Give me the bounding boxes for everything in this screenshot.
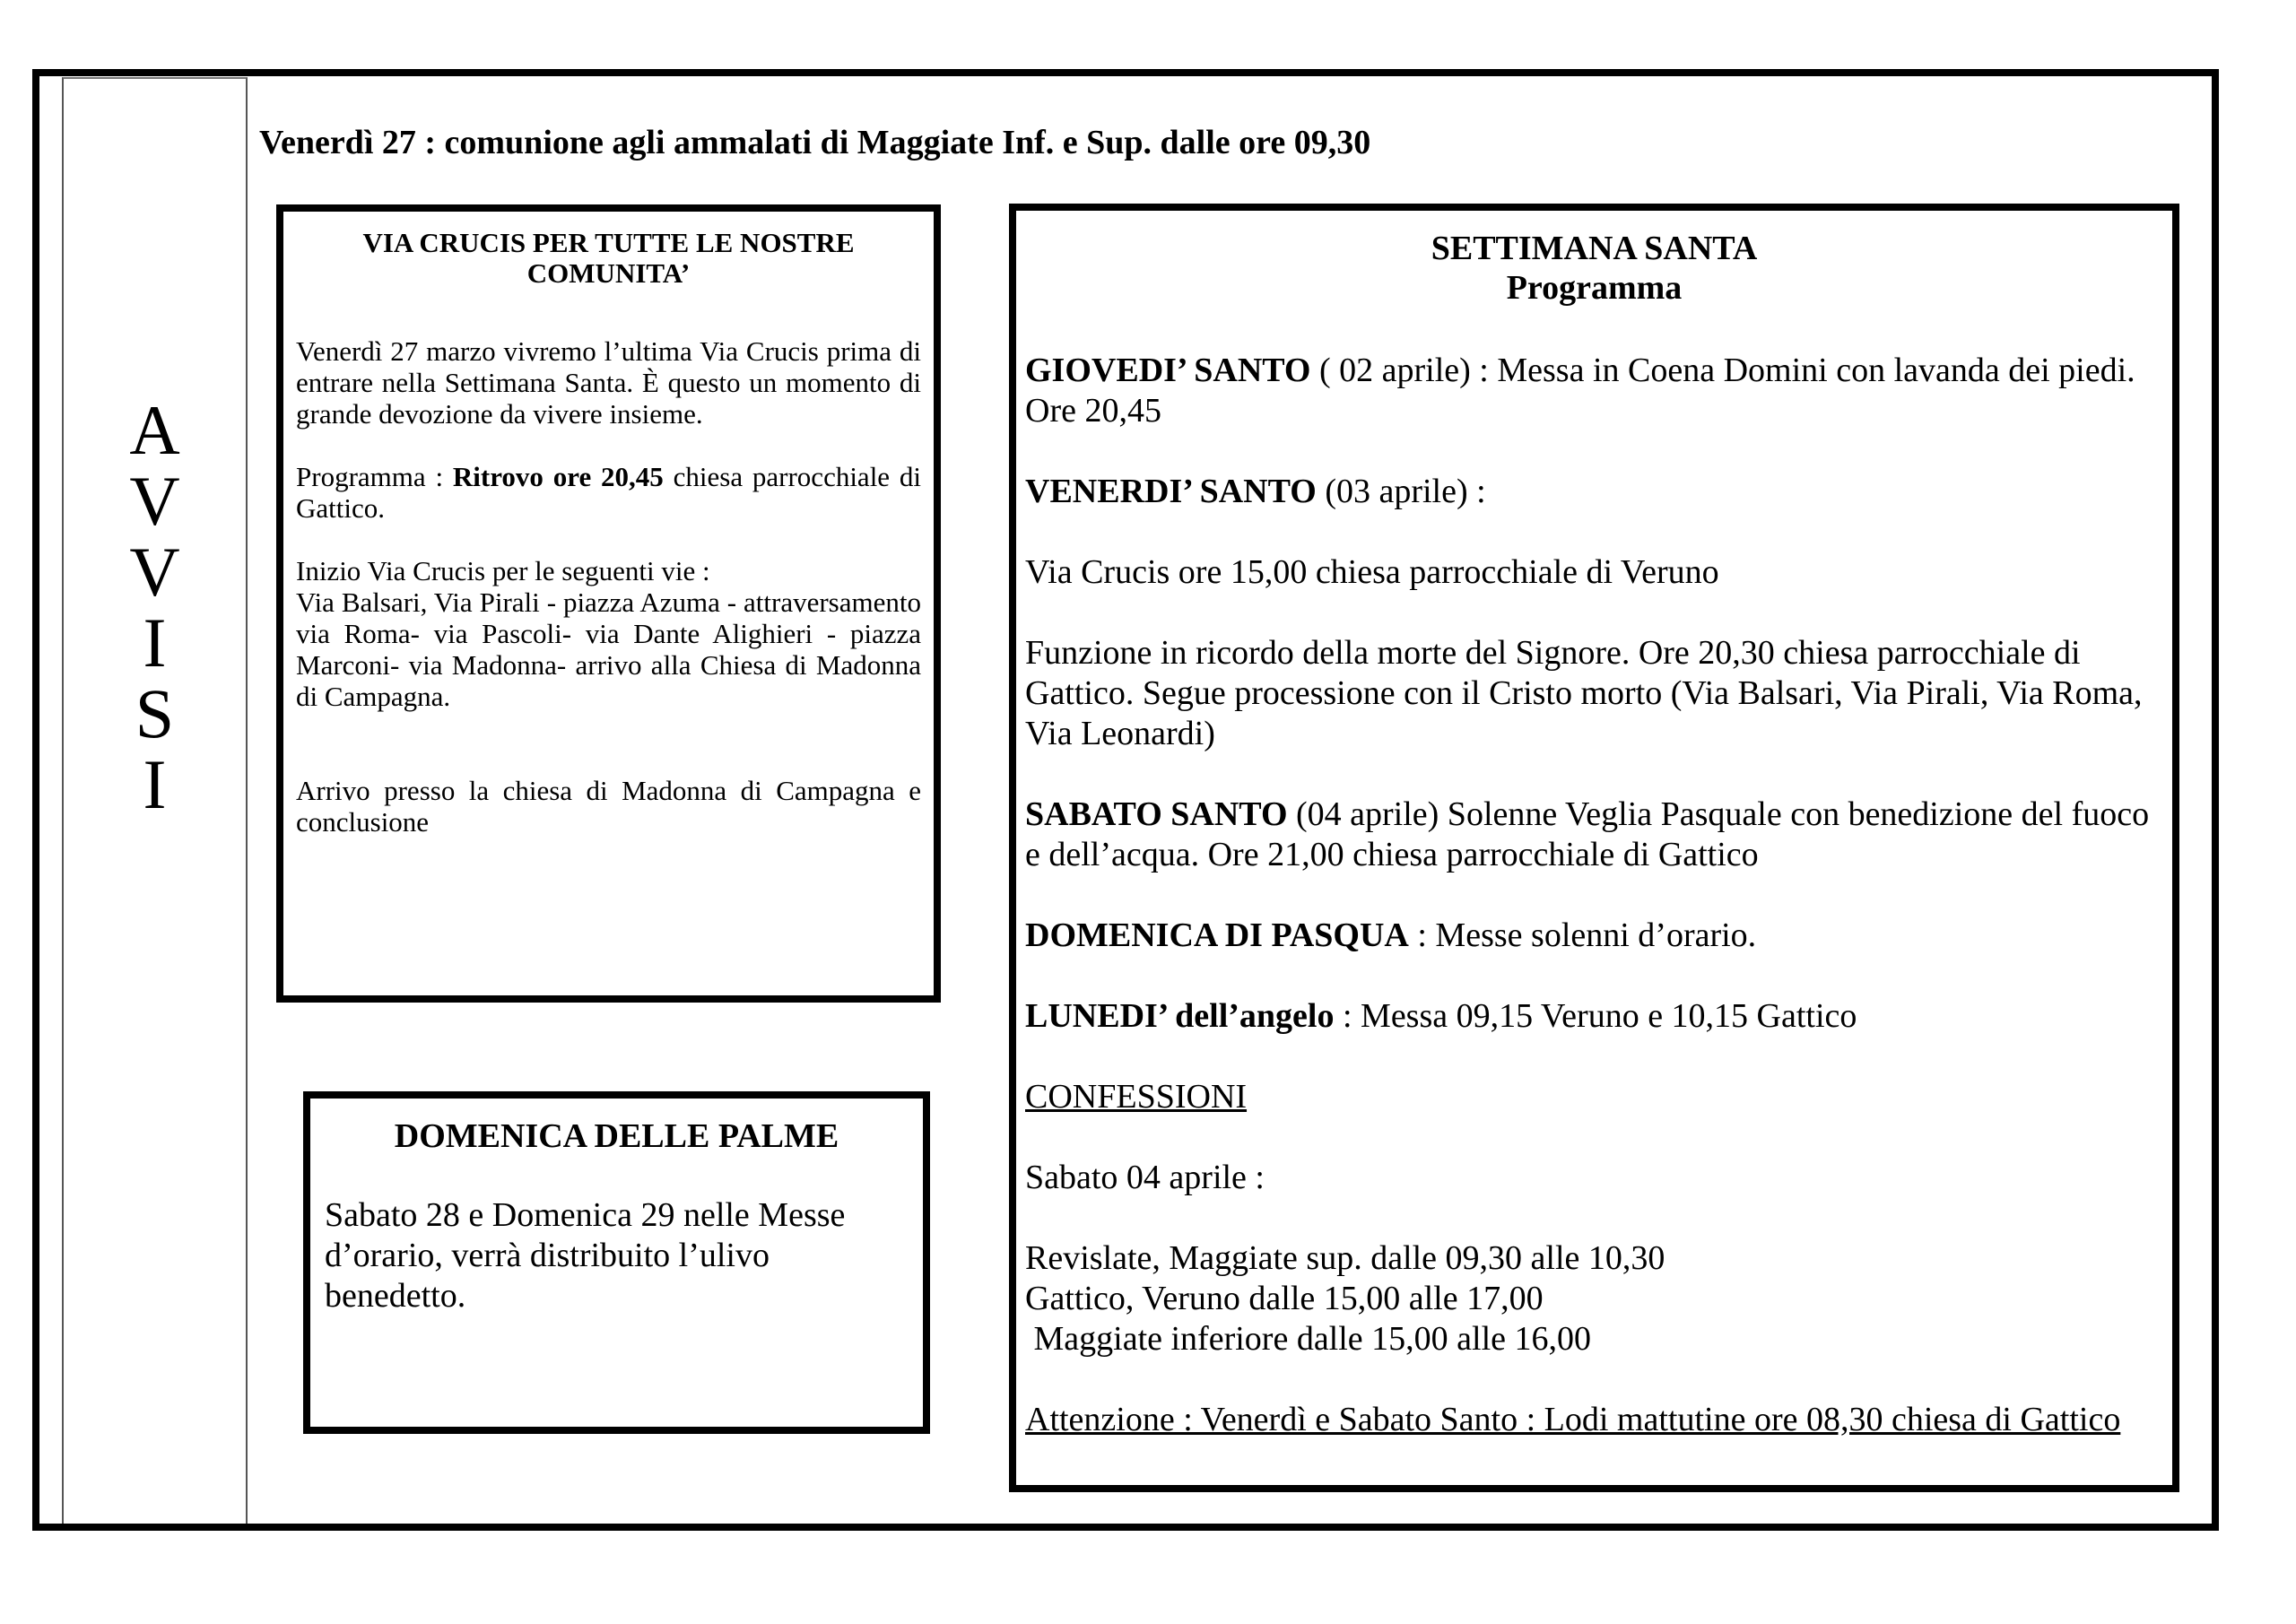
lunedi-angelo-item (1025, 996, 2163, 1037)
domenica-pasqua-item (1025, 916, 2163, 956)
settimana-santa-heading: SETTIMANA SANTA (1431, 230, 1758, 267)
domenica-palme-body (325, 1195, 909, 1316)
domenica-pasqua-text: : Messe solenni d’orario. (1408, 916, 1757, 954)
via-crucis-route: Via Balsari, Via Pirali - piazza Azuma - attraversamento via Roma- via Pascoli- via Dante Alighieri - piazza Marconi- via Madonna- arrivo alla Chiesa di Madonna di Campagna. (296, 586, 921, 712)
avvisi-letter: I (143, 604, 167, 682)
venerdi-santo-label: VENERDI’ SANTO (1025, 473, 1317, 510)
settimana-santa-subtitle: Programma (1506, 269, 1683, 307)
via-crucis-title-line1: VIA CRUCIS PER TUTTE LE NOSTRE (362, 227, 855, 258)
programma-place: chiesa parrocchiale di Gattico. (296, 461, 922, 524)
via-crucis-route-block (296, 555, 921, 712)
avvisi-letter: V (129, 533, 180, 611)
confessioni-date: Sabato 04 aprile : (1025, 1159, 1265, 1196)
domenica-pasqua-label: DOMENICA DI PASQUA (1025, 916, 1409, 954)
via-crucis-title-line2: COMUNITA’ (526, 257, 691, 289)
via-crucis-intro: Venerdì 27 marzo vivremo l’ultima Via Crucis prima di entrare nella Settimana Santa. È questo un momento di grande devozione da vivere insieme. (296, 335, 921, 430)
venerdi-santo-text: (03 aprile) : (1316, 473, 1486, 510)
confessioni-time-row: Maggiate inferiore dalle 15,00 alle 16,00 (1025, 1320, 1592, 1358)
confessioni-time-row: Revislate, Maggiate sup. dalle 09,30 alle 10,30 (1025, 1239, 1665, 1277)
avvisi-vertical-title (90, 391, 220, 823)
settimana-santa-body (1025, 351, 2163, 1440)
settimana-santa-title (1025, 229, 2163, 308)
venerdi-via-crucis: Via Crucis ore 15,00 chiesa parrocchiale di Veruno (1025, 553, 1719, 591)
domenica-palme-box (303, 1091, 930, 1434)
confessioni-times (1025, 1238, 2163, 1359)
via-crucis-programma (296, 461, 921, 524)
programma-time: Ritrovo ore 20,45 (452, 461, 664, 492)
via-crucis-title (296, 228, 921, 289)
confessioni-heading: CONFESSIONI (1025, 1078, 1248, 1116)
programma-label: Programma : (296, 461, 453, 492)
via-crucis-body (296, 335, 921, 838)
sabato-santo-label: SABATO SANTO (1025, 795, 1288, 833)
domenica-palme-text: Sabato 28 e Domenica 29 nelle Messe d’orario, verrà distribuito l’ulivo benedetto. (325, 1196, 846, 1315)
giovedi-santo-text: ( 02 aprile) : Messa in Coena Domini con lavanda dei piedi. Ore 20,45 (1025, 352, 2135, 430)
headline-notice: Venerdì 27 : comunione agli ammalati di Maggiate Inf. e Sup. dalle ore 09,30 (259, 124, 1371, 161)
via-crucis-arrival: Arrivo presso la chiesa di Madonna di Campagna e conclusione (296, 775, 921, 838)
attenzione-note: Attenzione : Venerdì e Sabato Santo : Lodi mattutine ore 08,30 chiesa di Gattico (1025, 1401, 2121, 1438)
giovedi-santo-label: GIOVEDI’ SANTO (1025, 352, 1311, 389)
lunedi-angelo-text: : Messa 09,15 Veruno e 10,15 Gattico (1334, 997, 1857, 1035)
venerdi-funzione: Funzione in ricordo della morte del Signore. Ore 20,30 chiesa parrocchiale di Gattico. Segue processione con il Cristo morto (Via Balsari, Via Pirali, Via Roma, Via Leonardi) (1025, 634, 2143, 752)
sabato-santo-item (1025, 795, 2163, 875)
via-crucis-route-label: Inizio Via Crucis per le seguenti vie : (296, 555, 710, 586)
settimana-santa-box (1009, 204, 2179, 1492)
avvisi-letter: S (135, 674, 175, 752)
via-crucis-box (276, 204, 941, 1003)
avvisi-letter: A (129, 391, 180, 469)
avvisi-letter: I (143, 745, 167, 823)
giovedi-santo-item (1025, 351, 2163, 431)
venerdi-santo-item (1025, 472, 2163, 512)
avvisi-letter: V (129, 462, 180, 540)
confessioni-time-row: Gattico, Veruno dalle 15,00 alle 17,00 (1025, 1280, 1544, 1317)
lunedi-angelo-label: LUNEDI’ dell’angelo (1025, 997, 1335, 1035)
domenica-palme-title: DOMENICA DELLE PALME (394, 1117, 839, 1155)
sabato-santo-text: (04 aprile) Solenne Veglia Pasquale con benedizione del fuoco e dell’acqua. Ore 21,00 chiesa parrocchiale di Gattico (1025, 795, 2150, 873)
